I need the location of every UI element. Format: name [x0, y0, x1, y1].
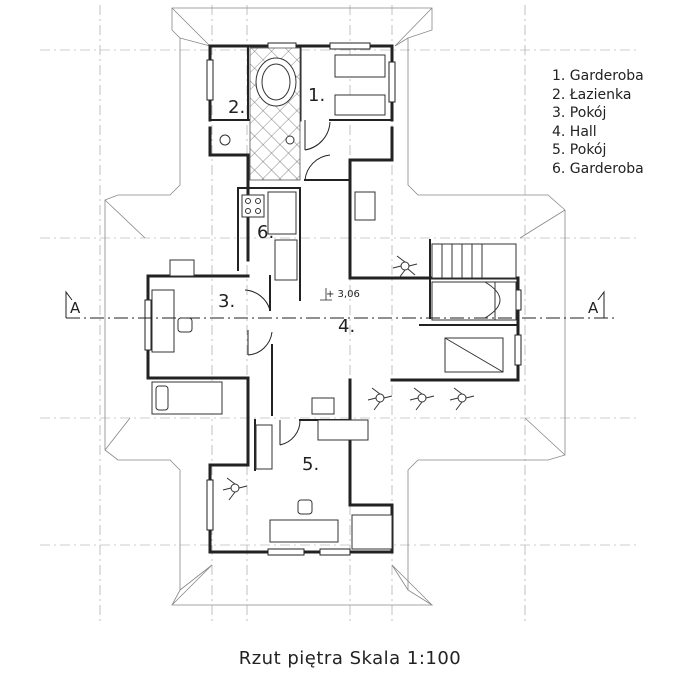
staircase	[432, 244, 516, 320]
room-legend	[552, 67, 644, 179]
legend-item: 2. Łazienka	[552, 86, 632, 103]
chair	[178, 318, 192, 332]
room-label-3: 3.	[218, 291, 236, 312]
legend-item: 3. Pokój	[552, 105, 607, 122]
room-label-5: 5.	[302, 454, 320, 475]
fixtures	[152, 55, 516, 549]
desk	[152, 290, 174, 352]
section-marker-left: A	[70, 299, 81, 317]
desk-south	[270, 520, 338, 542]
legend-item: 6. Garderoba	[552, 160, 644, 177]
chair-south	[298, 500, 312, 514]
section-marker-right: A	[588, 299, 599, 317]
toilet	[220, 135, 230, 145]
stove	[242, 195, 264, 217]
sink	[286, 136, 294, 144]
legend-item: 5. Pokój	[552, 142, 607, 159]
legend-item: 4. Hall	[552, 123, 597, 140]
wardrobe-rack-south	[318, 420, 368, 440]
fireplace	[355, 192, 375, 220]
elevation-label: + 3,06	[326, 289, 360, 300]
room-label-6: 6.	[257, 222, 275, 243]
room-label-2: 2.	[228, 97, 246, 118]
bed-south	[352, 515, 392, 549]
plan-caption: Rzut piętra Skala 1:100	[238, 648, 462, 669]
room-label-1: 1.	[308, 85, 326, 106]
cooktop	[312, 398, 334, 414]
room-label-4: 4.	[338, 316, 356, 337]
legend-item: 1. Garderoba	[552, 68, 644, 84]
